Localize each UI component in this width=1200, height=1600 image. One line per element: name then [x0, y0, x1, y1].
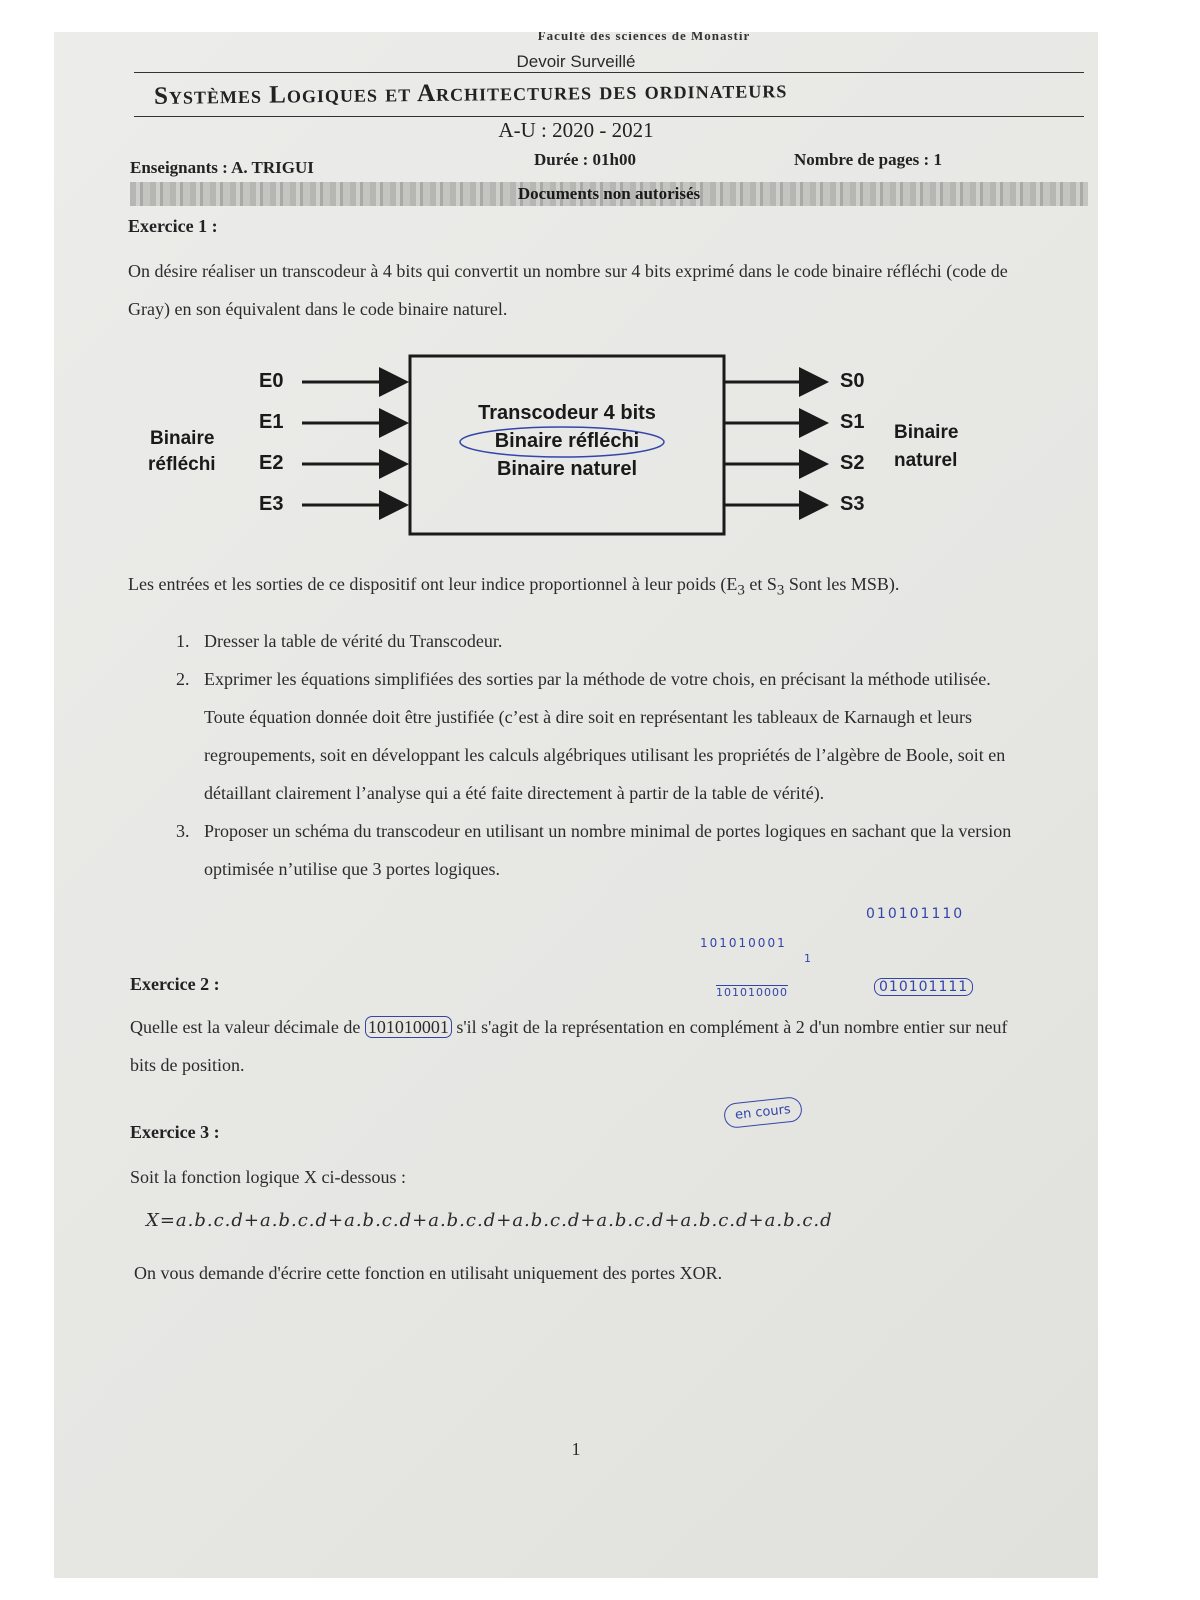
question-1: 1. Dresser la table de vérité du Transcodeur. — [194, 622, 1018, 660]
page-count: Nombre de pages : 1 — [794, 150, 942, 169]
right-label-line1: Binaire — [894, 422, 959, 443]
header-rule — [134, 72, 1084, 73]
exercise-1-intro: On désire réaliser un transcodeur à 4 bits qui convertit un nombre sur 4 bits exprimé dans le code binaire réfléchi (code de Gray) en son équivalent dans le code binaire naturel. — [128, 261, 1008, 319]
exercise-2-title: Exercice 2 : — [130, 974, 220, 994]
box-from-code: Binaire réfléchi — [494, 430, 640, 452]
input-label-e2: E2 — [259, 452, 284, 474]
exercise-1-title: Exercice 1 : — [128, 216, 218, 236]
box-to-code: Binaire naturel — [496, 458, 638, 480]
circled-value: 101010001 — [365, 1016, 452, 1038]
exercise-1-note: Les entrées et les sorties de ce dispositif ont leur indice proportionnel à leur poids ($E_3$ et $S_3$ Sont les MSB). — [128, 574, 900, 599]
logic-formula: X=a.b.c.d+a.b.c.d+a.b.c.d+a.b.c.d+a.b.c.d+a.b.c.d+a.b.c.d+a.b.c.d — [146, 1210, 833, 1231]
box-title: Transcodeur 4 bits — [478, 402, 656, 424]
question-2: 2. Exprimer les équations simplifiées des sorties par la méthode de votre chois, en précisant la méthode utilisée. Toute équation donnée doit être justifiée (c’est à dire soit en représentant les tableaux de Karnaugh et leurs regroupements, soit en développant les calculs algébriques utilisant les propriétés de l’algèbre de Boole, soit en détaillant clairement l’analyse qui a été faite directement à partir de la table de vérité). — [194, 660, 1018, 812]
question-3: 3. Proposer un schéma du transcodeur en utilisant un nombre minimal de portes logiques en sachant que la version optimisée n’utilise que 3 portes logiques. — [194, 812, 1018, 888]
duration: Durée : 01h00 — [534, 150, 636, 169]
faculty-header-cut: Faculté des sciences de Monastir — [537, 32, 751, 43]
handwritten-note: en cours — [723, 1096, 803, 1129]
teachers: Enseignants : A. TRIGUI — [130, 158, 314, 177]
course-title: Systèmes Logiques et Architectures des ordinateurs — [153, 76, 788, 110]
exercise-2-text: Quelle est la valeur décimale de 101010001 s'il s'agit de la représentation en complément à 2 d'un nombre entier sur neuf bits de position. — [130, 1017, 1008, 1075]
header-rule — [134, 116, 1084, 117]
exam-sheet — [54, 32, 1098, 1578]
handwritten-note: 010101111 — [874, 978, 973, 996]
left-label-line2: réfléchi — [148, 454, 216, 475]
input-label-e0: E0 — [259, 370, 284, 392]
exercise-3-title: Exercice 3 : — [130, 1122, 220, 1142]
output-label-s0: S0 — [840, 370, 865, 392]
academic-year: A-U : 2020 - 2021 — [498, 118, 654, 142]
handwritten-note: 010101110 — [866, 906, 965, 922]
exercise-3-task: On vous demande d'écrire cette fonction en utilisaht uniquement des portes XOR. — [134, 1263, 723, 1283]
documents-notice: Documents non autorisés — [130, 182, 1088, 206]
output-label-s2: S2 — [840, 452, 865, 474]
handwritten-note: 1 — [804, 952, 811, 965]
left-label-line1: Binaire — [150, 428, 215, 449]
right-label-line2: naturel — [894, 450, 958, 471]
exercise-3-intro: Soit la fonction logique X ci-dessous : — [130, 1167, 406, 1187]
handwritten-note: 101010000 — [716, 986, 788, 999]
input-label-e1: E1 — [259, 411, 284, 433]
output-label-s3: S3 — [840, 493, 865, 515]
exam-type: Devoir Surveillé — [516, 52, 636, 71]
exercise-1-questions — [128, 622, 1018, 888]
input-label-e3: E3 — [259, 493, 284, 515]
page-number: 1 — [571, 1439, 581, 1459]
handwritten-note: 101010001 — [700, 936, 787, 950]
output-label-s1: S1 — [840, 411, 865, 433]
